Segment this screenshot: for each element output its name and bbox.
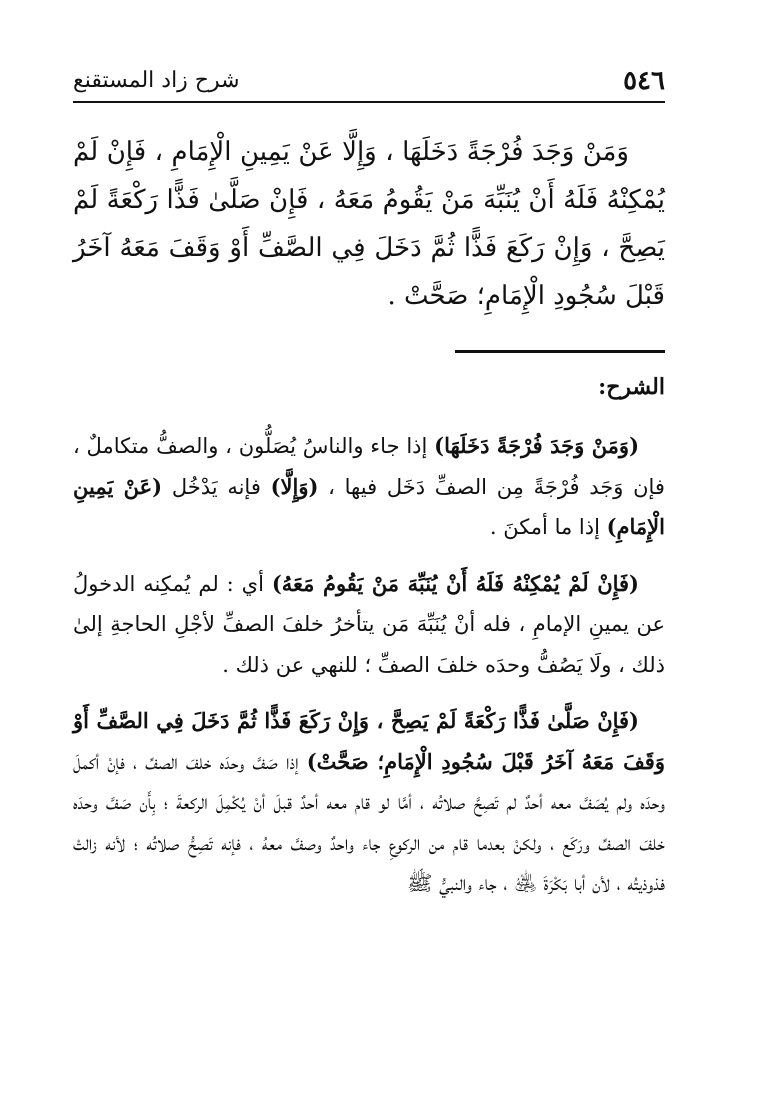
matn-quote: (فَإِنْ لَمْ يُمْكِنْهُ فَلَهُ أَنْ يُنَبِّهَ مَنْ يَقُومُ مَعَهُ) — [271, 570, 639, 596]
commentary-text: أي : لم يُمكِنه الدخولُ عن يمينِ الإمامِ ، فله أنْ يُنَبِّهَ مَن يتأخرُ خلفَ الصفِّ لأجْلِ الحاجةِ إلىٰ ذلك ، ولَا يَصُفُّ وحدَه خلفَ الصفِّ ؛ للنهي عن ذلك . — [73, 571, 665, 677]
matn-quote: (وَمَنْ وَجَدَ فُرْجَةً دَخَلَهَا) — [434, 433, 640, 458]
commentary-text: إذا صَفَّ وحدَه خلفَ الصفِّ ، فإنْ أكملَ وحدَه ولم يُصَفَّ معه أحدٌ لم تَصِحَّ صلاتُه ، أمَّا لو قام معه أحدٌ قبلَ أنْ يُكْمِلَ الركعةَ ؛ بِأَن صَفَّ وحدَه خلفَ الصفِّ ورَكَع ، ولكنْ بعدما قام من الركوعِ جاء واحدٌ وصفَّ معهُ ، فإنه تَصِحُّ صلاتُه ؛ لأنه زالتْ فذوذيتُه ، لأن أبا بَكْرَةَ ﵁ ، جاء والنبيُّ ﷺ — [73, 749, 665, 895]
sharh-paragraph-1 — [73, 426, 665, 548]
header-divider — [73, 101, 665, 103]
matn-quote: (فَإِنْ صَلَّىٰ فَذًّا رَكْعَةً لَمْ يَصِحَّ ، وَإِنْ رَكَعَ فَذًّا ثُمَّ دَخَلَ فِي الصَّفِّ أَوْ وَقَفَ مَعَهُ آخَرُ قَبْلَ سُجُودِ الْإِمَامِ؛ صَحَّتْ) — [73, 708, 665, 774]
sharh-paragraph-3 — [73, 701, 665, 904]
matn-quote: (عَنْ يَمِينِ الْإِمَامِ) — [73, 473, 665, 539]
matn-quote: (وَإِلَّا) — [270, 473, 319, 499]
sharh-heading: الشرح: — [598, 374, 665, 400]
commentary-text: فإنه يَدْخُل — [162, 474, 271, 499]
footnote-separator-line — [455, 350, 665, 353]
commentary-text: إذا جاء والناسُ يُصَلُّون ، والصفُّ متكاملٌ ، فإن وَجَد فُرْجَةً مِن الصفِّ دَخَل فيها ، — [73, 434, 665, 499]
commentary-text: إذا ما أمكنَ . — [489, 515, 607, 539]
matn-text-block — [73, 128, 665, 320]
book-title: شرح زاد المستقنع — [73, 68, 240, 93]
matn-paragraph: وَمَنْ وَجَدَ فُرْجَةً دَخَلَهَا ، وَإِلَّا عَنْ يَمِينِ الْإِمَامِ ، فَإِنْ لَمْ يُمْكِنْهُ فَلَهُ أَنْ يُنَبِّهَ مَنْ يَقُومُ مَعَهُ ، فَإِنْ صَلَّىٰ فَذًّا رَكْعَةً لَمْ يَصِحَّ ، وَإِنْ رَكَعَ فَذًّا ثُمَّ دَخَلَ فِي الصَّفِّ أَوْ وَقَفَ مَعَهُ آخَرُ قَبْلَ سُجُودِ الْإِمَامِ؛ صَحَّتْ . — [73, 137, 665, 311]
sharh-body — [73, 426, 665, 920]
sharh-paragraph-2 — [73, 564, 665, 686]
page-number: ٥٤٦ — [623, 66, 665, 96]
page-header — [73, 58, 665, 98]
